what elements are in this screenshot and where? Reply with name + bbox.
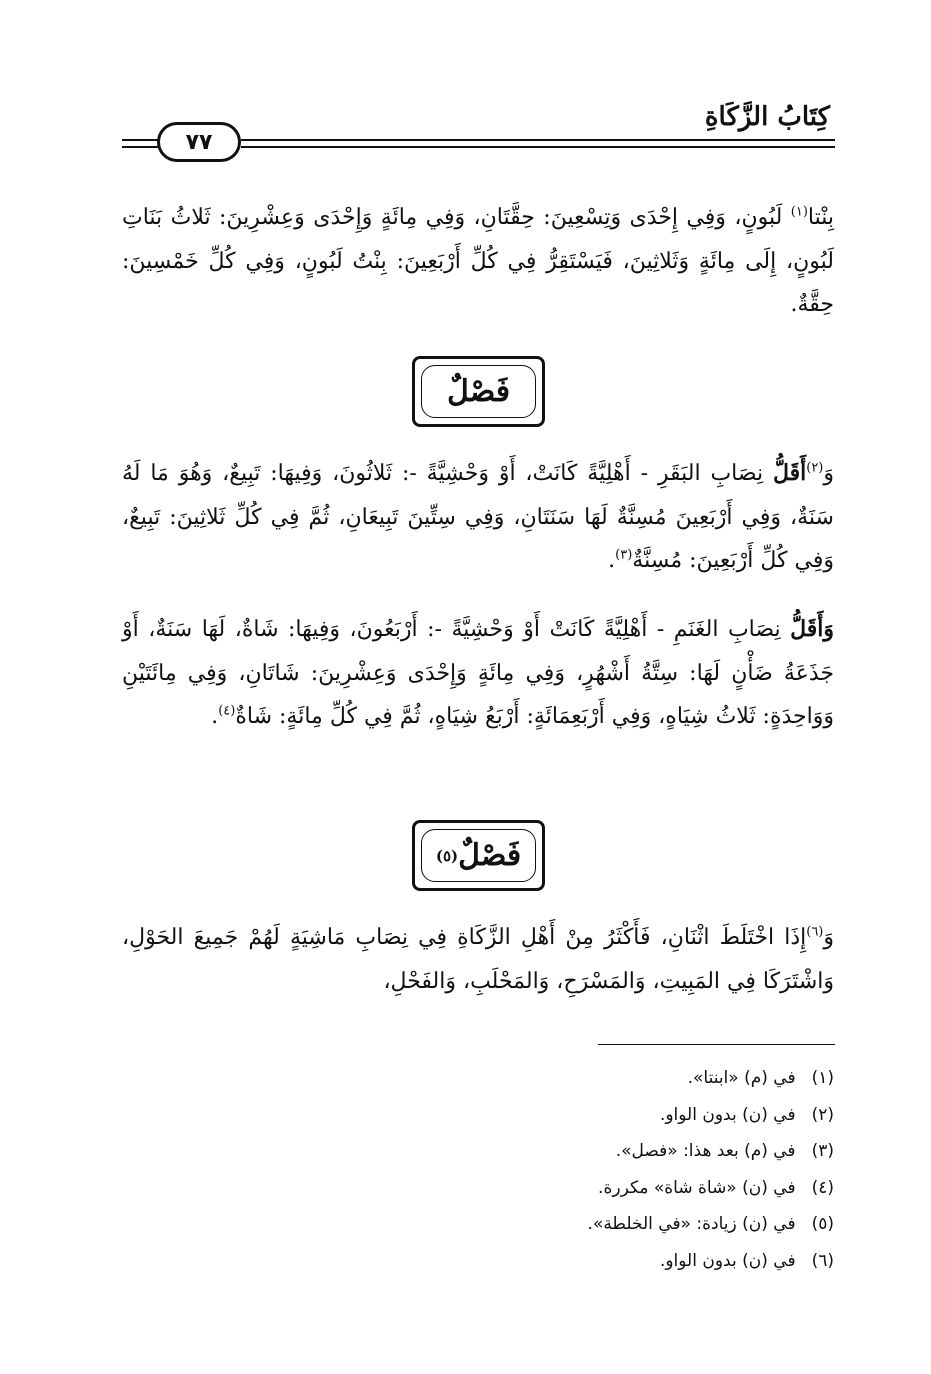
header-rule-right-bottom (241, 146, 835, 148)
text-run: إِذَا اخْتَلَطَ اثْنَانِ، فَأَكْثَرُ مِنْ أَهْلِ الزَّكَاةِ فِي نِصَابِ مَاشِيَةٍ لَهُمْ جَمِيعَ الحَوْلِ، وَاشْتَرَكَا فِي المَبِيتِ، وَالمَسْرَحِ، وَالمَحْلَبِ، وَالفَحْلِ، (122, 925, 834, 994)
footnote-text: في (ن) زيادة: «في الخلطة». (587, 1214, 796, 1234)
footnote-number: (٤) (811, 1177, 834, 1198)
paragraph-camel-continuation (122, 196, 834, 327)
text-run: نِصَابِ الغَنَمِ - أَهْلِيَّةً كَانَتْ أَوْ وَحْشِيَّةً -: أَرْبَعُونَ، وَفِيهَا: شَاةٌ، لَهَا سَنَةٌ، أَوْ جَذَعَةُ ضَأْنٍ لَهَا: سِتَّةُ أَشْهُرٍ، وَفِي مِائَةٍ وَإِحْدَى وَعِشْرِينَ: شَاتَانِ، وَفِي مِائَتَيْنِ وَوَاحِدَةٍ: ثَلاثُ شِيَاهٍ، وَفِي أَرْبَعِمَائَةٍ: أَرْبَعُ شِيَاهٍ، ثُمَّ فِي كُلِّ مِائَةٍ: شَاةٌ (122, 617, 834, 729)
footnote-ref: (٣) (615, 547, 633, 563)
footnote-text: في (ن) بدون الواو. (659, 1250, 796, 1271)
footnote-ref: (١) (790, 204, 808, 220)
footnote-item (334, 1206, 834, 1243)
paragraph-cattle-nisab (122, 452, 834, 583)
footnote-number: (٣) (811, 1141, 834, 1161)
footnote-ref: (٢) (806, 460, 824, 476)
footnote-item (334, 1097, 834, 1134)
section-heading-frame (412, 356, 545, 427)
footnote-item (334, 1060, 834, 1097)
footnote-number: (٦) (811, 1250, 834, 1271)
section-heading-text: فَصْلٌ (458, 838, 522, 873)
lead-word: وَأَقَلُّ (790, 616, 834, 642)
footnote-number: (٥) (811, 1214, 834, 1234)
header-rule-left-bottom (122, 146, 158, 148)
section-heading-title: فَصْلٌ (446, 374, 511, 409)
header-rule-right-top (241, 139, 835, 141)
footnote-separator (598, 1044, 835, 1045)
text-run: نِصَابِ البَقَرِ - أَهْلِيَّةً كَانَتْ، أَوْ وَحْشِيَّةً -: ثَلاثُونَ، وَفِيهَا: تَبِيعٌ، وَهُوَ مَا لَهُ سَنَةٌ، وَفِي أَرْبَعِينَ مُسِنَّةٌ لَهَا سَنَتَانِ، وَفِي سِتِّينَ تَبِيعَانِ، ثُمَّ فِي كُلِّ ثَلاثِينَ: تَبِيعٌ، وَفِي كُلِّ أَرْبَعِينَ: مُسِنَّةٌ (122, 461, 834, 573)
section-heading-frame-mixed (412, 820, 545, 891)
footnote-text: في (ن) بدون الواو. (659, 1104, 796, 1125)
footnote-item (334, 1170, 834, 1207)
text-run: وَ (823, 925, 834, 950)
section-heading-title-mixed: فَصْلٌ (٥) (435, 838, 522, 873)
running-header-title: كِتَابُ الزَّكَاةِ (704, 102, 830, 132)
header-rule-left-top (122, 139, 158, 141)
footnote-text: في (م) بعد هذا: «فصل». (615, 1141, 796, 1161)
footnote-item (334, 1243, 834, 1280)
text-run: بِنْتا (807, 205, 834, 230)
footnote-number: (٢) (811, 1104, 834, 1125)
footnote-number: (١) (811, 1068, 834, 1088)
paragraph-mixed-herds (122, 916, 834, 1003)
footnote-ref: (٤) (218, 703, 236, 719)
page-number: ٧٧ (157, 122, 241, 162)
footnote-ref: (٦) (806, 924, 824, 940)
text-run: وَ (823, 461, 834, 486)
footnotes-list (334, 1060, 834, 1279)
footnote-item (334, 1133, 834, 1170)
footnote-text: في (م) «ابنتا». (687, 1068, 796, 1088)
text-run: . (608, 548, 616, 573)
paragraph-sheep-nisab (122, 608, 834, 739)
lead-word: أَقَلُّ (772, 460, 807, 486)
footnote-text: في (ن) «شاة شاة» مكررة. (598, 1177, 796, 1198)
text-run: . (211, 704, 219, 729)
text-run: لَبُونٍ، وَفِي إِحْدَى وَتِسْعِينَ: حِقَّتَانِ، وَفِي مِائَةٍ وَإِحْدَى وَعِشْرِينَ: ثَلاثُ بَنَاتِ لَبُونٍ، إِلَى مِائَةٍ وَثَلاثِينَ، فَيَسْتَقِرُّ فِي كُلِّ أَرْبَعِينَ: بِنْتُ لَبُونٍ، وَفِي كُلِّ خَمْسِينَ: حِقَّةٌ. (122, 205, 834, 317)
